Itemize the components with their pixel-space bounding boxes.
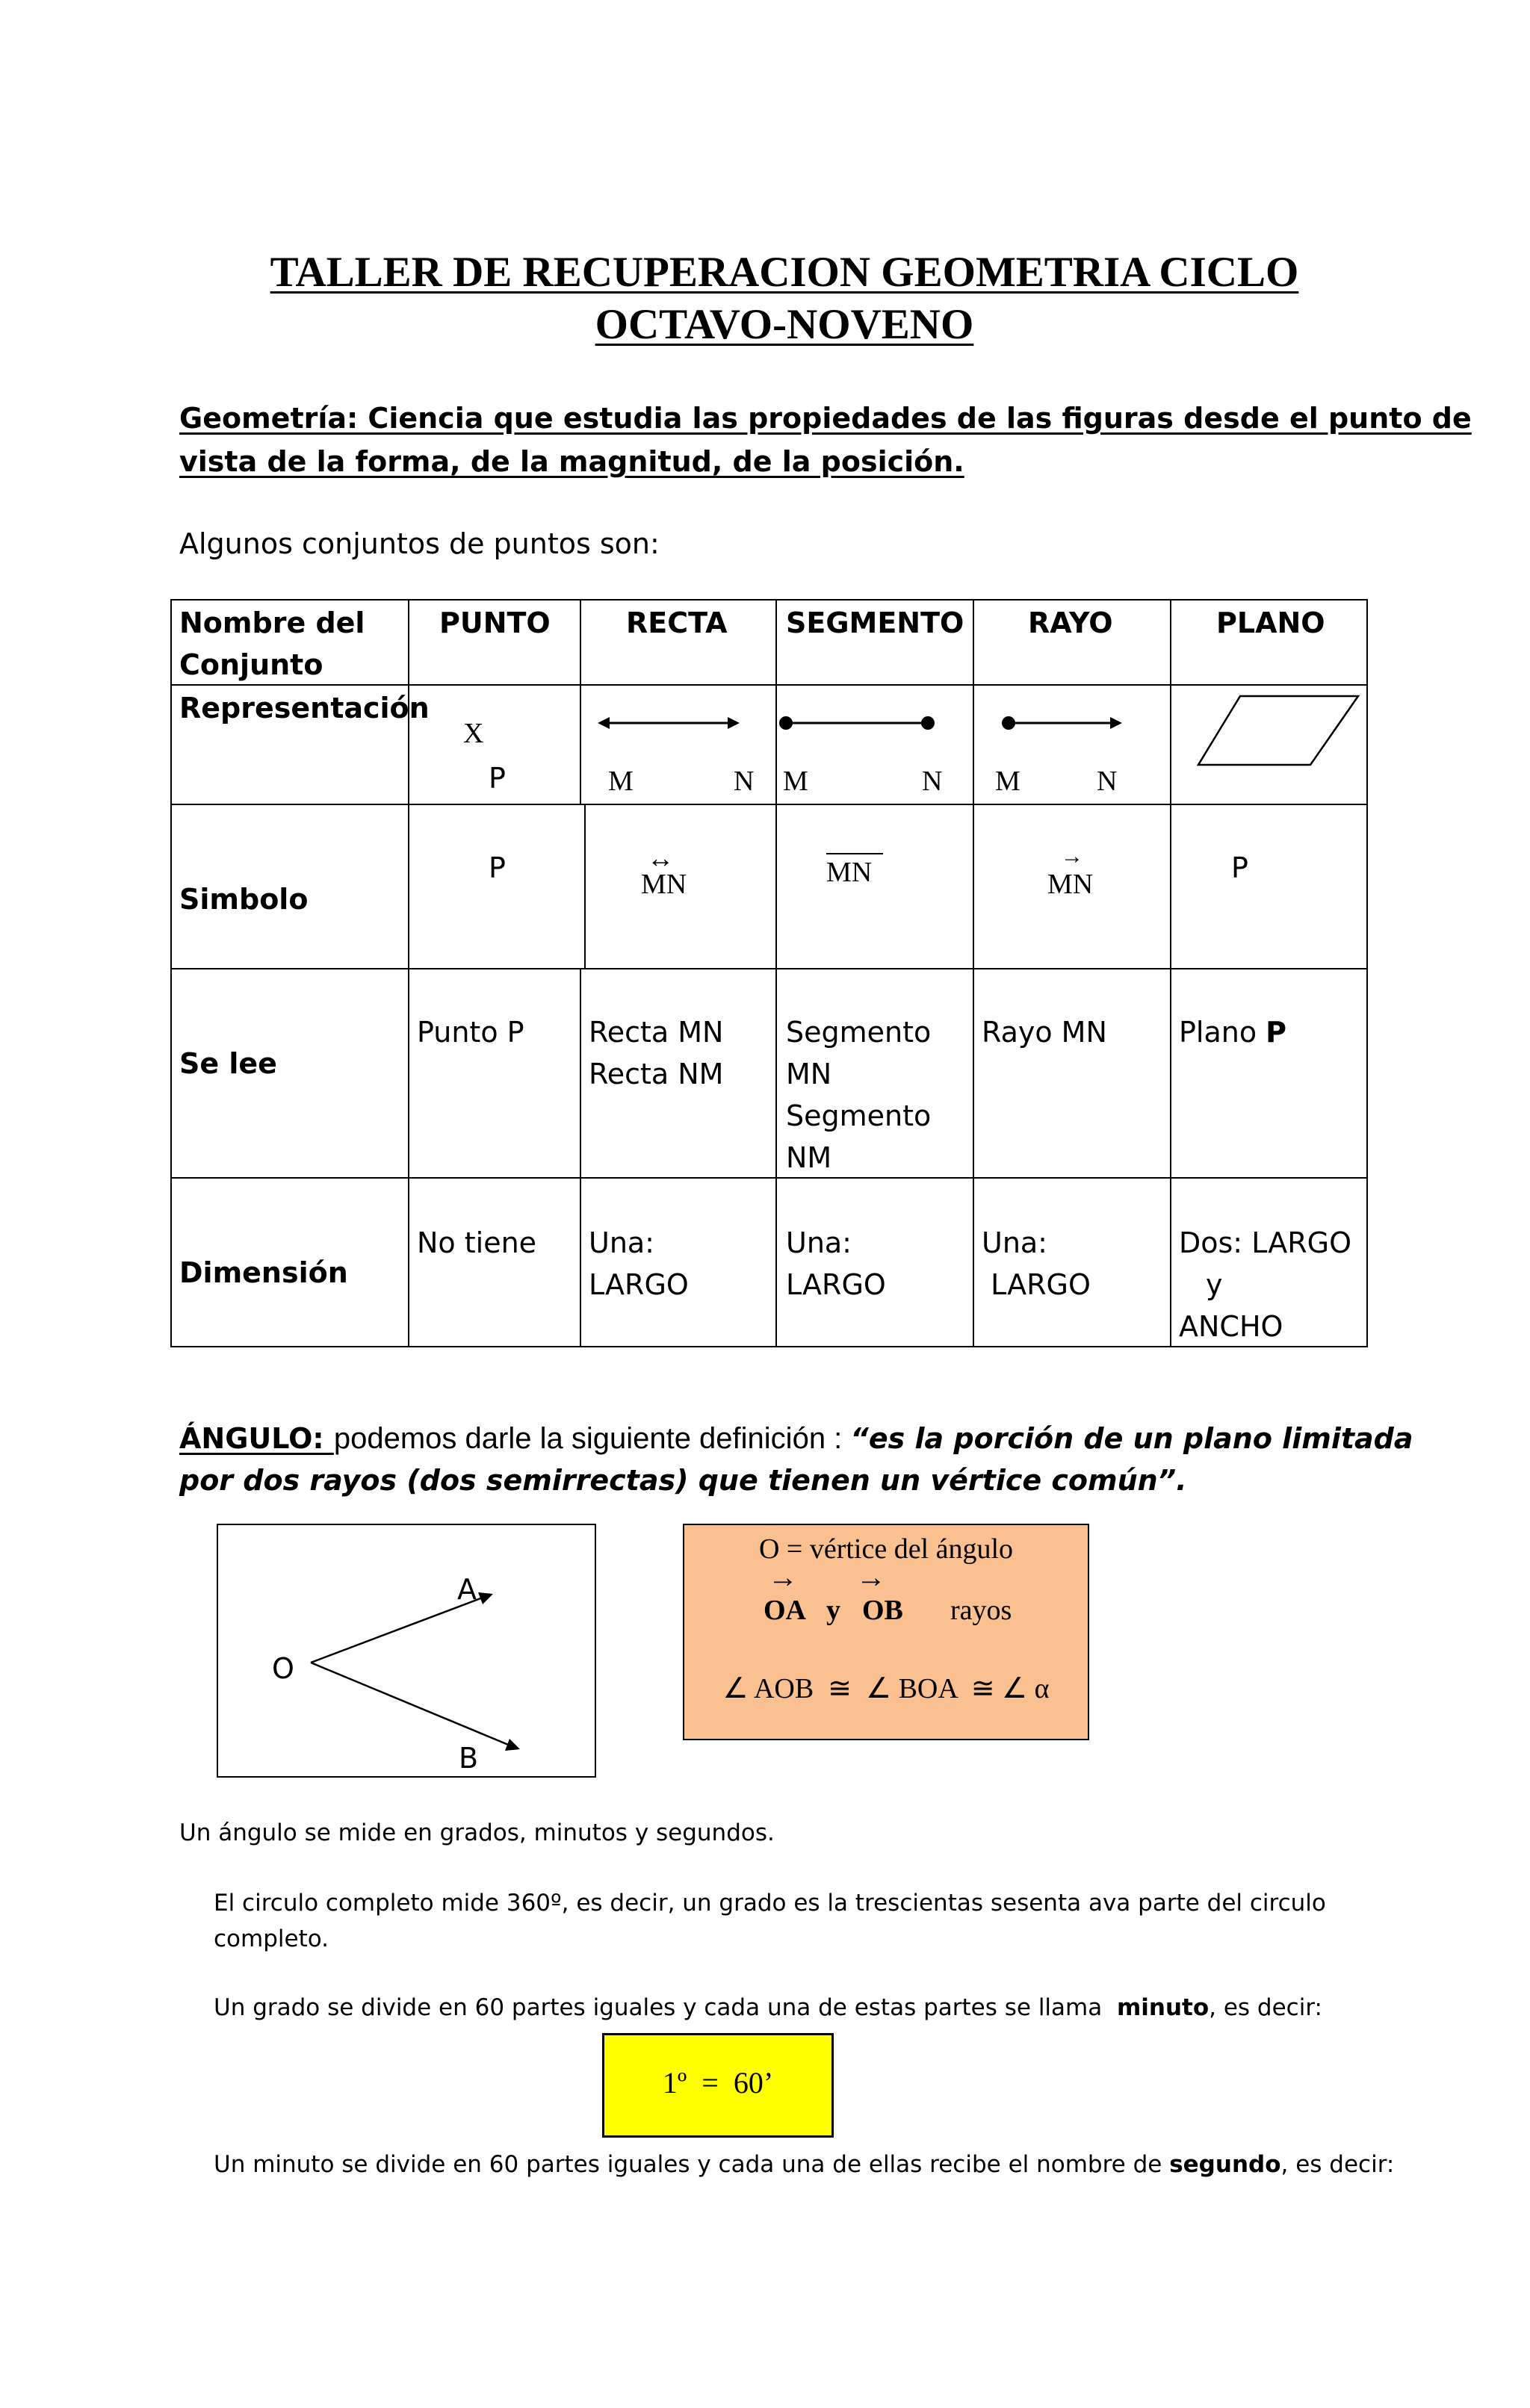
definition-line-1: Geometría: Ciencia que estudia las propiedades de las figuras desde el punto de — [179, 402, 1472, 435]
line-dimension: Una: LARGO — [589, 1226, 689, 1301]
angle-definition-line-1: ÁNGULO: podemos darle la siguiente definición : “es la porción de un plano limitada — [179, 1422, 1413, 1455]
segment-symbol: MN — [826, 857, 873, 888]
angle-definition-line-2: por dos rayos (dos semirrectas) que tienen un vértice común”. — [179, 1464, 1187, 1497]
ray-reads: Rayo MN — [982, 1016, 1107, 1049]
ray-dimension: Una: LARGO — [982, 1226, 1091, 1301]
line-representation — [590, 702, 769, 747]
point-p-label: P — [489, 762, 506, 795]
vertex-o-label: O — [272, 1652, 294, 1685]
page-title — [0, 246, 1530, 299]
point-b-label: B — [459, 1742, 479, 1772]
point-dimension: No tiene — [417, 1226, 537, 1259]
plane-dimension: Dos: LARGO y ANCHO — [1179, 1226, 1351, 1343]
intro-text: Algunos conjuntos de puntos son: — [179, 527, 660, 560]
segment-overline — [826, 853, 883, 854]
ray-symbol: MN — [1047, 869, 1094, 900]
angle-rays — [218, 1525, 595, 1776]
title-line-1: TALLER DE RECUPERACION GEOMETRIA CICLO — [270, 249, 1299, 296]
plane-symbol: P — [1231, 851, 1248, 884]
ray-representation — [994, 702, 1165, 747]
col-header-ray: RAYO — [1028, 606, 1113, 639]
minute-text: Un minuto se divide en 60 partes iguales y cada una de ellas recibe el nombre de segundo, es decir: — [214, 2151, 1395, 2178]
degree-text: Un grado se divide en 60 partes iguales y cada una de estas partes se llama minuto, es decir: — [214, 1994, 1322, 2021]
rays-label: rayos — [950, 1595, 1012, 1626]
row-label-reads: Se lee — [179, 1047, 277, 1080]
angle-info-box — [683, 1524, 1089, 1740]
plane-representation — [1192, 690, 1364, 772]
row-label-dimension: Dimensión — [179, 1256, 348, 1289]
ray-and: y — [826, 1595, 840, 1626]
point-reads: Punto P — [417, 1016, 524, 1049]
row-label-name: Nombre del Conjunto — [179, 606, 365, 681]
point-symbol: P — [489, 851, 506, 884]
segment-representation — [777, 702, 973, 747]
point-x-mark: X — [463, 718, 484, 749]
col-header-plane: PLANO — [1216, 606, 1325, 639]
ray-symbol-arrow: → — [1061, 844, 1083, 869]
degree-formula: 1º = 60’ — [662, 2066, 774, 2100]
ray-m-label: M — [995, 766, 1020, 797]
line-n-label: N — [734, 766, 755, 797]
line-symbol: MN — [641, 869, 687, 900]
measure-intro: Un ángulo se mide en grados, minutos y segundos. — [179, 1819, 775, 1846]
col-header-point: PUNTO — [439, 606, 551, 639]
definition-line-2: vista de la forma, de la magnitud, de la posición. — [179, 445, 964, 478]
segment-dimension: Una: LARGO — [786, 1226, 886, 1301]
degree-formula-box — [602, 2033, 834, 2138]
line-symbol-arrow: ↔ — [647, 843, 674, 873]
ray-ob: OB — [862, 1595, 903, 1626]
angle-figure — [217, 1524, 596, 1778]
plane-reads: Plano P — [1179, 1016, 1287, 1049]
line-m-label: M — [608, 766, 634, 797]
segment-n-label: N — [922, 766, 943, 797]
page-subtitle — [0, 299, 1530, 351]
ray-n-label: N — [1097, 766, 1118, 797]
row-label-symbol: Simbolo — [179, 883, 309, 916]
vertex-definition: O = vértice del ángulo — [758, 1533, 1014, 1565]
row-label-representation: Representación — [179, 692, 430, 724]
angle-congruence: ∠ AOB ≅ ∠ BOA ≅ ∠ α — [722, 1673, 1050, 1704]
oa-arrow: → — [768, 1560, 798, 1594]
line-reads: Recta MN Recta NM — [589, 1016, 724, 1090]
ray-oa: OA — [764, 1595, 806, 1626]
point-a-label: A — [457, 1573, 477, 1606]
circle-text-2: completo. — [214, 1926, 329, 1952]
segment-reads: Segmento MN Segmento NM — [786, 1016, 932, 1174]
title-line-2: OCTAVO-NOVENO — [595, 301, 974, 348]
col-header-segment: SEGMENTO — [786, 606, 964, 639]
circle-text-1: El circulo completo mide 360º, es decir, un grado es la trescientas sesenta ava parte del circulo — [214, 1890, 1326, 1917]
col-header-line: RECTA — [626, 606, 728, 639]
segment-m-label: M — [783, 766, 808, 797]
ob-arrow: → — [856, 1560, 886, 1594]
